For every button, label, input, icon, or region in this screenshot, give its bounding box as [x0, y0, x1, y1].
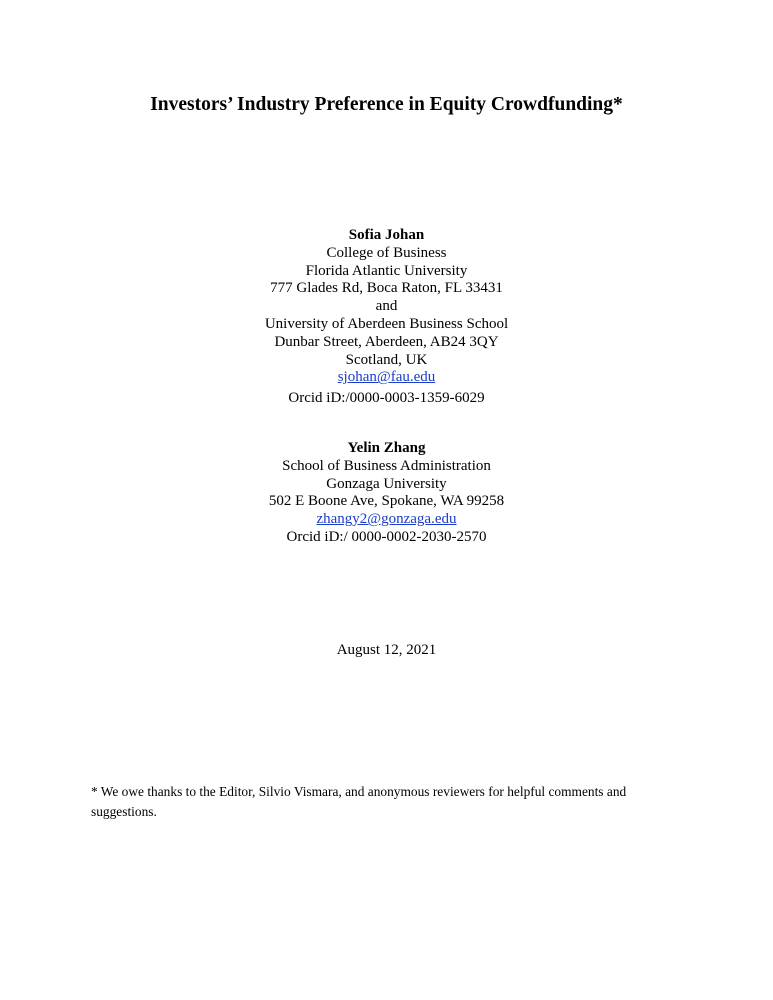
affiliation-line: Scotland, UK: [345, 351, 428, 368]
author-name: Yelin Zhang: [347, 440, 426, 456]
author-name: Sofia Johan: [348, 227, 425, 243]
email-link[interactable]: sjohan@fau.edu: [337, 369, 436, 386]
affiliation-line: 777 Glades Rd, Boca Raton, FL 33431: [270, 280, 503, 297]
affiliation-line: Gonzaga University: [326, 475, 447, 492]
orcid-id: Orcid iD:/ 0000-0002-2030-2570: [286, 528, 487, 545]
affiliation-line: 502 E Boone Ave, Spokane, WA 99258: [268, 493, 505, 510]
affiliation-line: College of Business: [326, 244, 447, 261]
author-block-zhang: [0, 440, 773, 547]
email-link[interactable]: zhangy2@gonzaga.edu: [316, 511, 457, 528]
affiliation-line: Florida Atlantic University: [305, 262, 468, 279]
paper-date: August 12, 2021: [336, 642, 437, 658]
paper-title: Investors’ Industry Preference in Equity Crowdfunding*: [150, 94, 623, 115]
affiliation-line: Dunbar Street, Aberdeen, AB24 3QY: [274, 333, 499, 350]
affiliation-line: University of Aberdeen Business School: [264, 315, 509, 332]
acknowledgement-footnote: * We owe thanks to the Editor, Silvio Vismara, and anonymous reviewers for helpful comments and suggestions.: [91, 784, 627, 819]
affiliation-line: and: [375, 298, 398, 315]
affiliation-line: School of Business Administration: [282, 457, 491, 474]
author-block-johan: [0, 227, 773, 408]
orcid-id: Orcid iD:/0000-0003-1359-6029: [288, 390, 485, 407]
